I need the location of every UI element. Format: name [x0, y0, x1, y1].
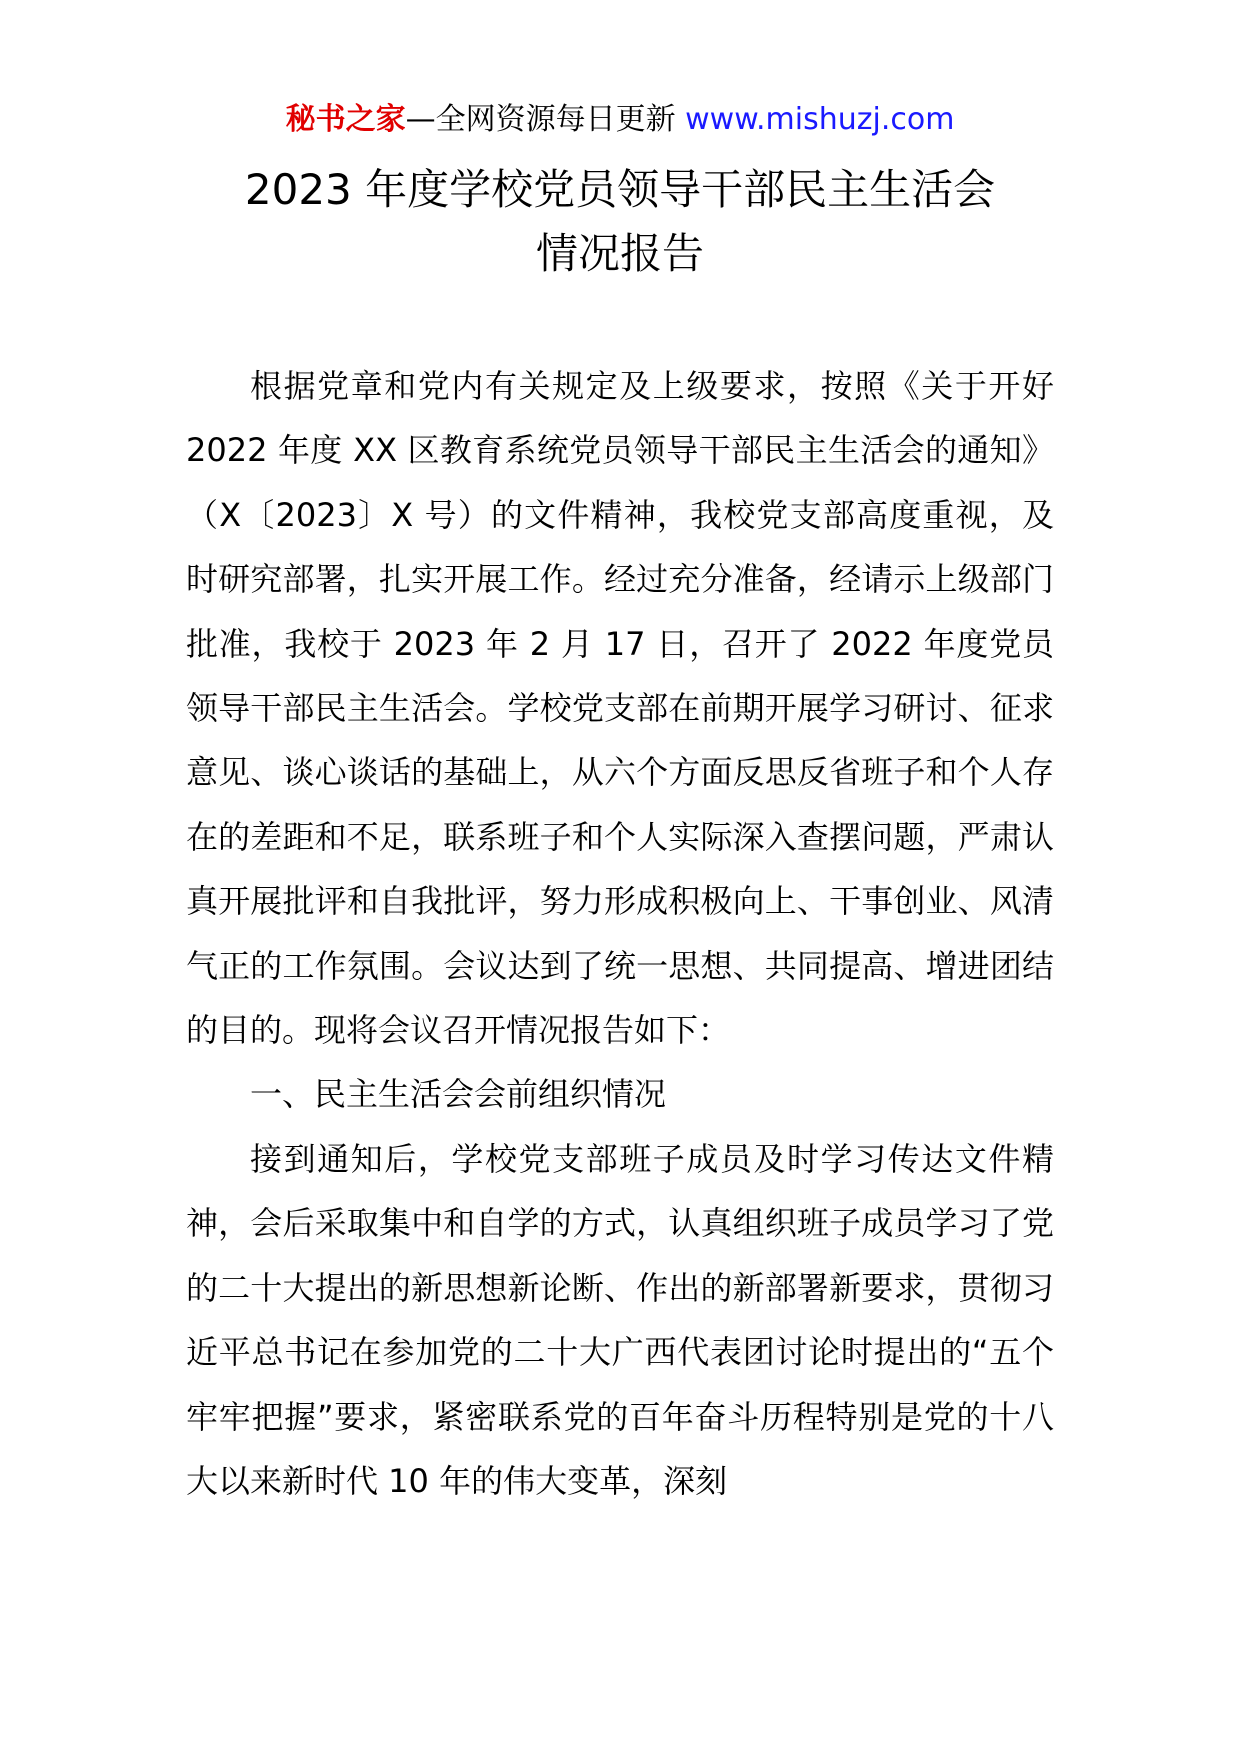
body-paragraph-1: 根据党章和党内有关规定及上级要求，按照《关于开好 2022 年度 XX 区教育系统党员领导干部民主生活会的通知》（X〔2023〕X 号）的文件精神，我校党支部高度重视，及时研究部署，扎实开展工作。经过充分准备，经请示上级部门批准，我校于 2023 年 2 月 17 日，召开了 2022 年度党员领导干部民主生活会。学校党支部在前期开展学习研讨、征求意见、谈心谈话的基础上，从六个方面反思反省班子和个人存在的差距和不足，联系班子和个人实际深入查摆问题，严肃认真开展批评和自我批评，努力形成积极向上、干事创业、风清气正的工作氛围。会议达到了统一思想、共同提高、增进团结的目的。现将会议召开情况报告如下： — [186, 367, 1054, 1050]
document-title-line-1: 2023 年度学校党员领导干部民主生活会 — [244, 165, 996, 214]
document-title-line-2: 情况报告 — [535, 229, 704, 278]
site-header — [0, 100, 1240, 140]
site-tagline: —全网资源每日更新 — [405, 102, 686, 137]
section-heading-1: 一、民主生活会会前组织情况 — [250, 1075, 667, 1114]
site-url-link[interactable]: www.mishuzj.com — [685, 102, 955, 137]
site-brand: 秘书之家 — [285, 102, 406, 137]
document-body — [186, 354, 1054, 1513]
body-paragraph-2: 接到通知后，学校党支部班子成员及时学习传达文件精神，会后采取集中和自学的方式，认真组织班子成员学习了党的二十大提出的新思想新论断、作出的新部署新要求，贯彻习近平总书记在参加党的二十大广西代表团讨论时提出的“五个牢牢把握”要求，紧密联系党的百年奋斗历程特别是党的十八大以来新时代 10 年的伟大变革，深刻 — [186, 1139, 1054, 1500]
document-title — [0, 158, 1240, 286]
